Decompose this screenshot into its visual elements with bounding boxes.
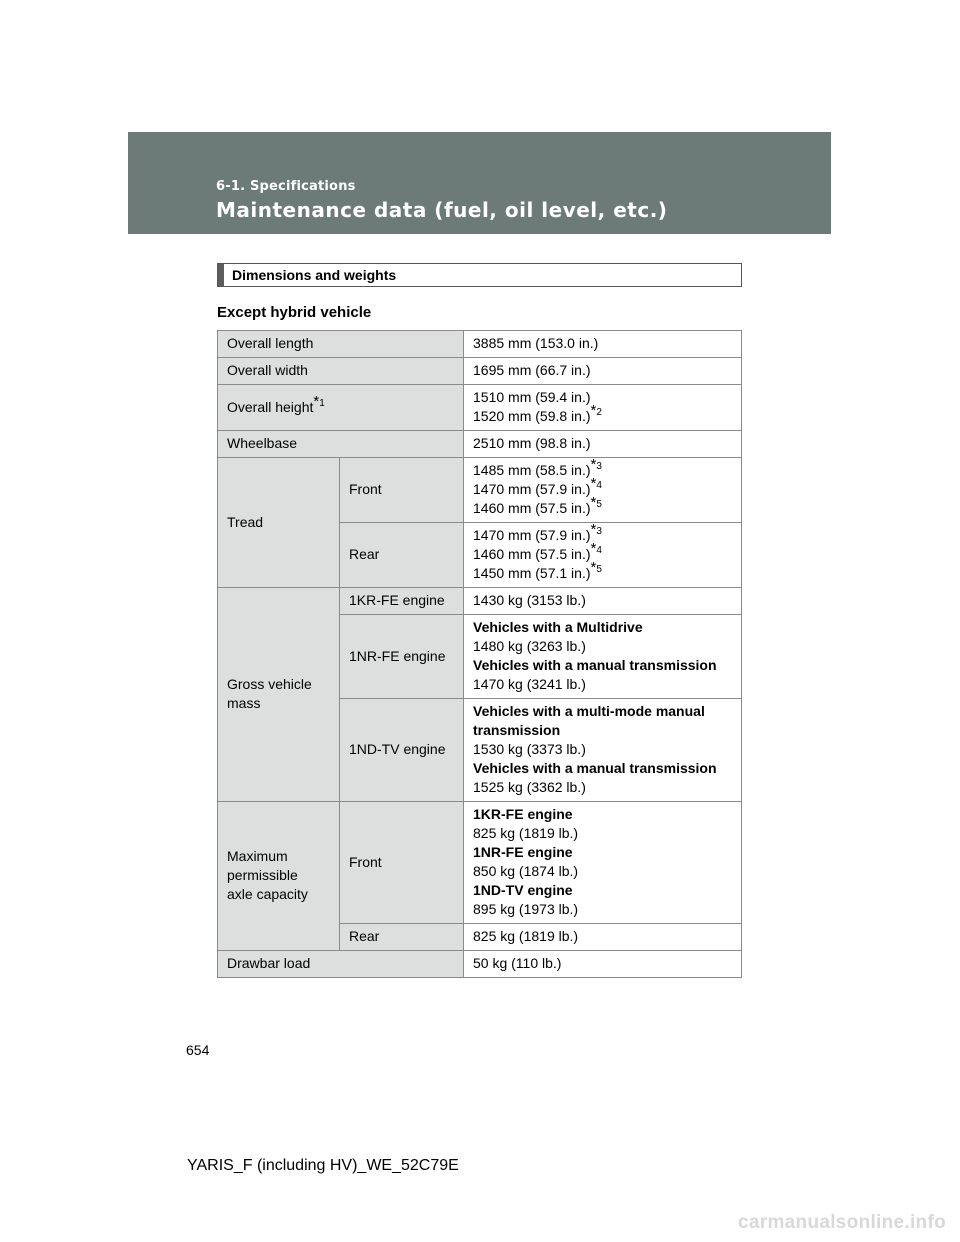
engine-heading: 1ND-TV engine [473, 882, 573, 898]
overall-height-label: Overall height [227, 398, 314, 415]
mass-value: 1480 kg (3263 lb.) [473, 638, 586, 654]
nr-engine-mass [464, 615, 742, 699]
tread-line [473, 559, 733, 583]
footnote-asterisk: * [590, 559, 597, 577]
footnote-number: 4 [596, 480, 602, 492]
overall-height-line: 1520 mm (59.8 in.) [473, 408, 591, 424]
axle-label-line: permissible [227, 867, 298, 883]
nr-engine-label: 1NR-FE engine [340, 615, 464, 699]
tread-line-text: 1470 mm (57.9 in.) [473, 481, 591, 497]
overall-length-label: Overall length [218, 331, 464, 358]
heading-accent-bar [218, 264, 224, 286]
axle-label-line: axle capacity [227, 886, 308, 902]
overall-height-label-cell [218, 385, 464, 431]
gross-mass-label-line: Gross vehicle [227, 676, 312, 692]
footnote-number: 2 [596, 407, 602, 419]
mass-value: 1470 kg (3241 lb.) [473, 676, 586, 692]
gross-mass-label [218, 588, 340, 802]
tread-front-label: Front [340, 458, 464, 523]
dimensions-table [217, 330, 742, 978]
tread-label: Tread [218, 458, 340, 588]
mass-value: 1530 kg (3373 lb.) [473, 741, 586, 757]
document-footer: YARIS_F (including HV)_WE_52C79E [187, 1157, 459, 1174]
tread-line-text: 1460 mm (57.5 in.) [473, 546, 591, 562]
tread-front-value [464, 458, 742, 523]
tread-rear-value [464, 523, 742, 588]
axle-value: 825 kg (1819 lb.) [473, 825, 579, 841]
footnote-number: 5 [596, 564, 602, 576]
footnote-asterisk: * [590, 456, 597, 474]
tread-line-text: 1460 mm (57.5 in.) [473, 500, 591, 516]
footnote-number: 3 [596, 461, 602, 473]
overall-height-value [464, 385, 742, 431]
footnote-number: 4 [596, 545, 602, 557]
overall-length-value: 3885 mm (153.0 in.) [464, 331, 742, 358]
wheelbase-value: 2510 mm (98.8 in.) [464, 431, 742, 458]
mass-value: 1525 kg (3362 lb.) [473, 779, 586, 795]
footnote-asterisk: * [590, 402, 597, 420]
tread-line-text: 1470 mm (57.9 in.) [473, 527, 591, 543]
page-number: 654 [186, 1042, 210, 1058]
drawbar-load-value: 50 kg (110 lb.) [464, 951, 742, 978]
footnote-number: 3 [596, 526, 602, 538]
overall-width-label: Overall width [218, 358, 464, 385]
tread-line [473, 494, 733, 518]
drawbar-load-label: Drawbar load [218, 951, 464, 978]
table-row [218, 802, 742, 924]
axle-label-line: Maximum [227, 848, 288, 864]
overall-height-line-wrap [473, 402, 733, 426]
axle-rear-value: 825 kg (1819 lb.) [464, 924, 742, 951]
transmission-heading: transmission [473, 722, 561, 738]
overall-height-line: 1510 mm (59.4 in.) [473, 389, 591, 405]
axle-capacity-label [218, 802, 340, 951]
footnote-asterisk: * [590, 521, 597, 539]
axle-value: 895 kg (1973 lb.) [473, 901, 579, 917]
table-row [218, 358, 742, 385]
footnote-asterisk: * [313, 392, 320, 410]
tread-rear-label: Rear [340, 523, 464, 588]
table-row [218, 385, 742, 431]
transmission-heading: Vehicles with a Multidrive [473, 619, 643, 635]
table-row [218, 331, 742, 358]
wheelbase-label: Wheelbase [218, 431, 464, 458]
dimensions-heading-box [217, 263, 742, 287]
footnote-number: 1 [319, 397, 325, 409]
axle-front-label: Front [340, 802, 464, 924]
table-row [218, 588, 742, 615]
except-hybrid-subheading: Except hybrid vehicle [217, 304, 372, 321]
axle-value: 850 kg (1874 lb.) [473, 863, 579, 879]
nd-engine-mass [464, 699, 742, 802]
tread-line-text: 1450 mm (57.1 in.) [473, 565, 591, 581]
tread-line [473, 540, 733, 564]
axle-rear-label: Rear [340, 924, 464, 951]
overall-width-value: 1695 mm (66.7 in.) [464, 358, 742, 385]
table-row [218, 458, 742, 523]
engine-heading: 1KR-FE engine [473, 806, 573, 822]
axle-front-value [464, 802, 742, 924]
table-row [218, 431, 742, 458]
transmission-heading: Vehicles with a manual transmission [473, 760, 717, 776]
footnote-asterisk: * [590, 540, 597, 558]
transmission-heading: Vehicles with a multi-mode manual [473, 703, 705, 719]
kr-engine-mass: 1430 kg (3153 lb.) [464, 588, 742, 615]
footnote-number: 5 [596, 499, 602, 511]
gross-mass-label-line: mass [227, 695, 261, 711]
nd-engine-label: 1ND-TV engine [340, 699, 464, 802]
tread-line [473, 521, 733, 545]
tread-line [473, 456, 733, 480]
table-row [218, 951, 742, 978]
footnote-asterisk: * [590, 494, 597, 512]
watermark: carmanualsonline.info [738, 1212, 946, 1233]
transmission-heading: Vehicles with a manual transmission [473, 657, 717, 673]
footnote-asterisk: * [590, 475, 597, 493]
kr-engine-label: 1KR-FE engine [340, 588, 464, 615]
dimensions-heading: Dimensions and weights [232, 267, 397, 283]
section-label: 6-1. Specifications [216, 179, 356, 194]
tread-line [473, 475, 733, 499]
engine-heading: 1NR-FE engine [473, 844, 573, 860]
tread-line-text: 1485 mm (58.5 in.) [473, 462, 591, 478]
chapter-header [128, 132, 831, 234]
page-title: Maintenance data (fuel, oil level, etc.) [216, 198, 668, 222]
